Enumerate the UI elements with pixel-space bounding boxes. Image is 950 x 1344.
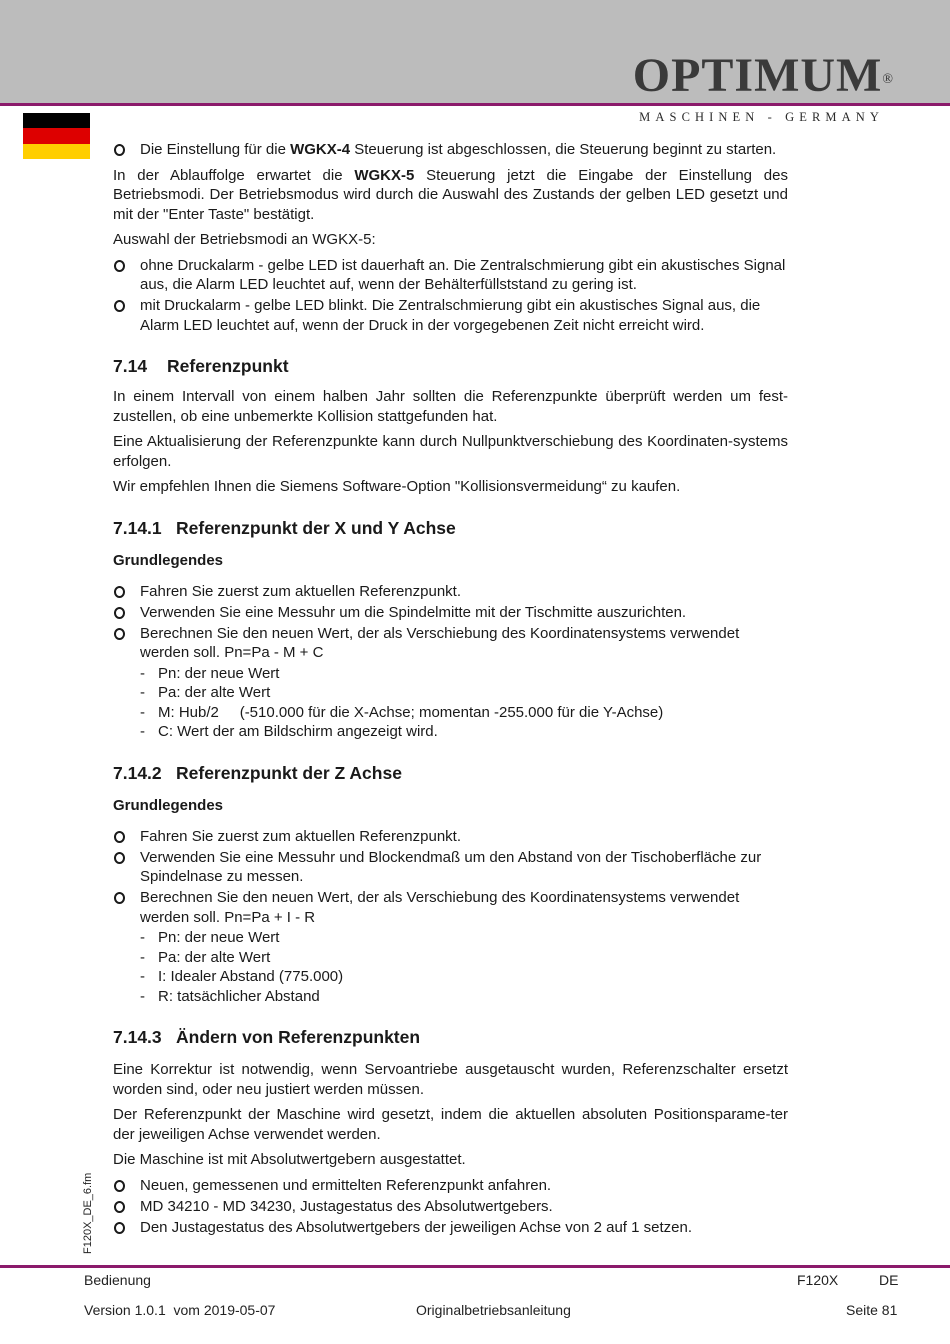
footer-language: DE (879, 1272, 899, 1288)
subsection-heading: 7.14.2 Referenzpunkt der Z Achse (113, 762, 402, 783)
list-item: ohne Druckalarm - gelbe LED ist dauerhaft an. Die Zentralschmierung gibt ein akustisches Signal aus, die Alarm LED leuchtet auf, wenn der Behälterfüllststand zu gering ist. (113, 256, 788, 295)
circle-bullet-icon (114, 1222, 125, 1234)
paragraph: Eine Aktualisierung der Referenzpunkte kann durch Nullpunktverschiebung des Koordinaten-systems erfolgen. (113, 433, 788, 470)
subheading: Grundlegendes (113, 551, 224, 569)
list-item: Die Einstellung für die WGKX-4 Steuerung ist abgeschlossen, die Steuerung beginnt zu starten. (113, 140, 788, 160)
list-item: - Pn: der neue Wert (140, 929, 280, 946)
list-item: - R: tatsächlicher Abstand (140, 987, 320, 1005)
footer-model: F120X (797, 1272, 839, 1288)
list-item: Den Justagestatus des Absolutwertgebers der jeweiligen Achse von 2 auf 1 setzen. (113, 1218, 788, 1238)
subsection-heading: 7.14.1 Referenzpunkt der X und Y Achse (113, 517, 456, 538)
circle-bullet-icon (114, 260, 125, 272)
subsection-heading: 7.14.3 Ändern von Referenzpunkten (113, 1027, 421, 1047)
circle-bullet-icon (114, 300, 125, 312)
circle-bullet-icon (114, 1180, 125, 1192)
footer-divider (0, 1265, 950, 1268)
footer-document-type: Originalbetriebsanleitung (416, 1302, 571, 1318)
circle-bullet-icon (114, 144, 125, 156)
circle-bullet-icon (114, 628, 125, 640)
paragraph: In der Ablauffolge erwartet die WGKX-5 Steuerung jetzt die Eingabe der Einstellung des Betriebsmodi. Der Betriebsmodus wird durch die Auswahl des Zustands der gelben LED gesetzt und mit der "Enter Taste" bestätigt. (113, 166, 788, 223)
circle-bullet-icon (114, 607, 125, 619)
paragraph: Die Maschine ist mit Absolutwertgebern ausgestattet. (113, 1151, 466, 1168)
list-item: - Pa: der alte Wert (140, 948, 271, 966)
brand-logo: OPTIMUM® (632, 49, 894, 102)
paragraph: Eine Korrektur ist notwendig, wenn Servoantriebe ausgetauscht wurden, Referenzschalter ersetzt worden sind, oder neu justiert werden müssen. (113, 1061, 788, 1098)
paragraph: In einem Intervall von einem halben Jahr sollten die Referenzpunkte überprüft werden um fest-zustellen, ob eine unbemerkte Kollision stattgefunden hat. (113, 388, 788, 425)
paragraph: Wir empfehlen Ihnen die Siemens Software-Option "Kollisionsvermeidung“ zu kaufen. (113, 478, 681, 495)
list-item: Neuen, gemessenen und ermittelten Referenzpunkt anfahren. (113, 1176, 788, 1196)
circle-bullet-icon (114, 586, 125, 598)
dash-list (140, 664, 788, 742)
list-item: Berechnen Sie den neuen Wert, der als Verschiebung des Koordinatensystems verwendet werden soll. Pn=Pa - M + C (113, 624, 788, 663)
page-number: Seite 81 (846, 1302, 898, 1318)
subheading: Grundlegendes (113, 796, 224, 814)
list-item: Fahren Sie zuerst zum aktuellen Referenzpunkt. (113, 827, 788, 847)
list-item: Fahren Sie zuerst zum aktuellen Referenzpunkt. (113, 582, 788, 602)
bullet-list (113, 582, 788, 663)
circle-bullet-icon (114, 852, 125, 864)
list-item: Berechnen Sie den neuen Wert, der als Verschiebung des Koordinatensystems verwendet werden soll. Pn=Pa + I - R (113, 888, 788, 927)
list-item: MD 34210 - MD 34230, Justagestatus des Absolutwertgebers. (113, 1197, 788, 1217)
list-item: Verwenden Sie eine Messuhr und Blockendmaß um den Abstand von der Tischoberfläche zur Spindelnase zu messen. (113, 848, 788, 887)
page-content (113, 140, 788, 1243)
list-item: Verwenden Sie eine Messuhr um die Spindelmitte mit der Tischmitte auszurichten. (113, 603, 788, 623)
list-item: - Pn: der neue Wert (140, 664, 280, 682)
circle-bullet-icon (114, 892, 125, 904)
german-flag-icon (23, 113, 90, 159)
section-heading: 7.14 Referenzpunkt (113, 356, 289, 376)
list-item: mit Druckalarm - gelbe LED blinkt. Die Zentralschmierung gibt ein akustisches Signal aus, die Alarm LED leuchtet auf, wenn der Druck in der vorgegebenen Zeit nicht erreicht wird. (113, 296, 788, 335)
intro-bullet-list (113, 140, 788, 160)
paragraph: Der Referenzpunkt der Maschine wird gesetzt, indem die aktuellen absoluten Positionsparame-ter der jeweiligen Achse verwendet werden. (113, 1106, 788, 1143)
footer-version: Version 1.0.1 vom 2019-05-07 (84, 1302, 276, 1318)
dash-list (140, 928, 788, 1006)
bullet-list (113, 827, 788, 928)
circle-bullet-icon (114, 831, 125, 843)
header-divider (0, 103, 950, 106)
list-item: - I: Idealer Abstand (775.000) (140, 968, 344, 985)
bullet-list (113, 256, 788, 336)
list-item: - Pa: der alte Wert (140, 684, 271, 701)
list-item: - M: Hub/2 (-510.000 für die X-Achse; momentan -255.000 für die Y-Achse) (140, 703, 664, 721)
list-item: - C: Wert der am Bildschirm angezeigt wird. (140, 723, 438, 740)
bullet-list (113, 1176, 788, 1238)
circle-bullet-icon (114, 1201, 125, 1213)
file-name-label: F120X_DE_6.fm (82, 1172, 94, 1254)
brand-tagline: MASCHINEN - GERMANY (639, 110, 884, 124)
footer-section: Bedienung (84, 1272, 151, 1288)
paragraph: Auswahl der Betriebsmodi an WGKX-5: (113, 231, 376, 248)
